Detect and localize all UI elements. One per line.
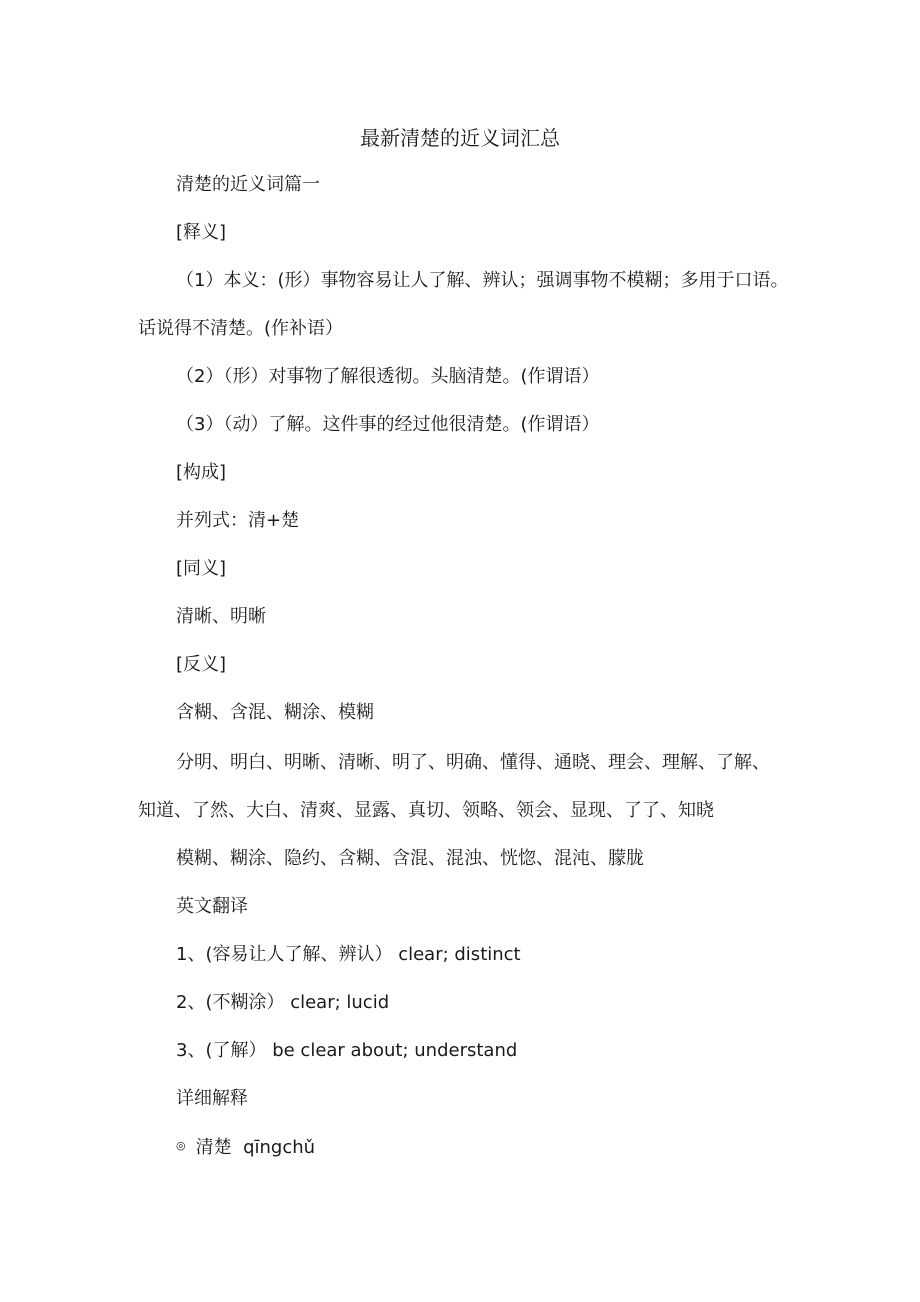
- translation-1: 1、(容易让人了解、辨认） clear; distinct: [176, 944, 521, 965]
- definition-1: （1）本义：(形）事物容易让人了解、辨认；强调事物不模糊；多用于口语。: [176, 270, 789, 291]
- definition-1-example: 话说得不清楚。(作补语）: [138, 318, 344, 339]
- label-synonyms: [同义]: [176, 558, 227, 579]
- entry-pinyin: qīngchǔ: [243, 1137, 316, 1158]
- structure-text: 并列式：清+楚: [176, 510, 300, 531]
- final-entry: [176, 1135, 315, 1161]
- label-english-translation: 英文翻译: [176, 896, 248, 917]
- label-structure: [构成]: [176, 462, 227, 483]
- definition-2: （2）（形）对事物了解很透彻。头脑清楚。(作谓语）: [176, 366, 600, 387]
- near-synonyms-line-1: 分明、明白、明晰、清晰、明了、明确、懂得、通晓、理会、理解、了解、: [176, 752, 770, 773]
- synonyms-text: 清晰、明晰: [176, 606, 266, 627]
- label-antonyms: [反义]: [176, 654, 227, 675]
- bullseye-bullet-icon: ◎: [176, 1139, 186, 1152]
- document-title: 最新清楚的近义词汇总: [360, 126, 560, 150]
- near-synonyms-line-2: 知道、了然、大白、清爽、显露、真切、领略、领会、显现、了了、知晓: [138, 800, 714, 821]
- section-heading: 清楚的近义词篇一: [176, 174, 320, 195]
- entry-word: 清楚: [195, 1137, 232, 1158]
- label-definition: [释义]: [176, 222, 227, 243]
- translation-3: 3、(了解） be clear about; understand: [176, 1040, 518, 1061]
- definition-3: （3）（动）了解。这件事的经过他很清楚。(作谓语）: [176, 414, 600, 435]
- label-detailed-explanation: 详细解释: [176, 1088, 248, 1109]
- translation-2: 2、(不糊涂） clear; lucid: [176, 992, 390, 1013]
- near-antonyms-line: 模糊、糊涂、隐约、含糊、含混、混浊、恍惚、混沌、朦胧: [176, 848, 644, 869]
- antonyms-text: 含糊、含混、糊涂、模糊: [176, 702, 374, 723]
